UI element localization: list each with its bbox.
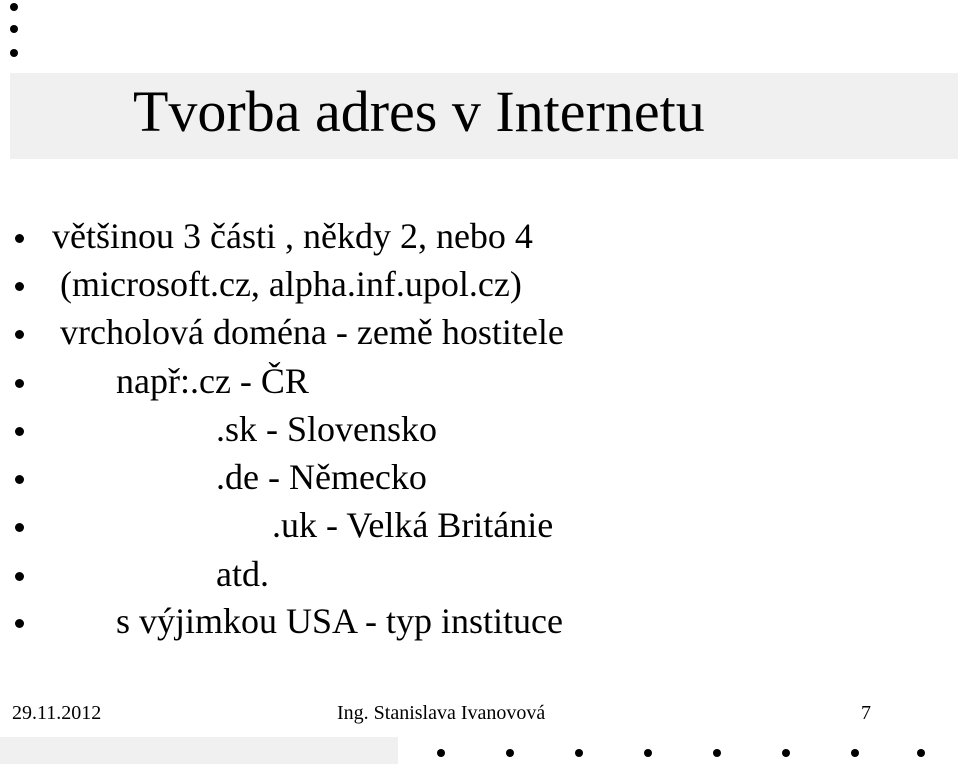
list-item-text: např:.cz - ČR: [116, 361, 309, 401]
decorative-dot: [575, 749, 583, 757]
list-item: [0, 216, 900, 256]
footer-band: [0, 737, 398, 764]
list-item-text: vrcholová doména - země hostitele: [60, 312, 564, 352]
list-item: [0, 601, 900, 641]
bullet-icon: [15, 427, 24, 436]
decorative-dot: [10, 3, 18, 11]
footer-date: 29.11.2012: [12, 702, 102, 724]
bullet-icon: [15, 234, 24, 243]
list-item-text: .de - Německo: [216, 457, 427, 497]
list-item-text: .uk - Velká Británie: [272, 505, 554, 545]
bullet-icon: [15, 330, 24, 339]
footer-author: Ing. Stanislava Ivanovová: [337, 702, 546, 724]
decorative-dot: [851, 749, 859, 757]
bullet-icon: [15, 379, 24, 388]
list-item: [0, 312, 900, 352]
decorative-dot: [10, 25, 18, 33]
list-item: [0, 409, 900, 449]
bullet-icon: [15, 282, 24, 291]
list-item: [0, 457, 900, 497]
list-item: [0, 361, 900, 401]
bullet-icon: [15, 619, 24, 628]
list-item-text: (microsoft.cz, alpha.inf.upol.cz): [60, 264, 522, 304]
bullet-icon: [15, 523, 24, 532]
decorative-dot: [644, 749, 652, 757]
list-item-text: většinou 3 části , někdy 2, nebo 4: [52, 216, 533, 256]
list-item-text: s výjimkou USA - typ instituce: [116, 601, 564, 641]
decorative-dot: [782, 749, 790, 757]
decorative-dot: [10, 49, 18, 57]
page-number: 7: [861, 702, 871, 724]
list-item-text: .sk - Slovensko: [216, 409, 438, 449]
list-item: [0, 264, 900, 304]
bullet-icon: [15, 572, 24, 581]
decorative-dot: [713, 749, 721, 757]
decorative-dot: [506, 749, 514, 757]
list-item-text: atd.: [216, 554, 269, 594]
decorative-dot: [437, 749, 445, 757]
decorative-dot: [917, 749, 925, 757]
bullet-icon: [15, 475, 24, 484]
slide-title: Tvorba adres v Internetu: [133, 79, 705, 144]
list-item: [0, 554, 900, 594]
list-item: [0, 505, 900, 545]
